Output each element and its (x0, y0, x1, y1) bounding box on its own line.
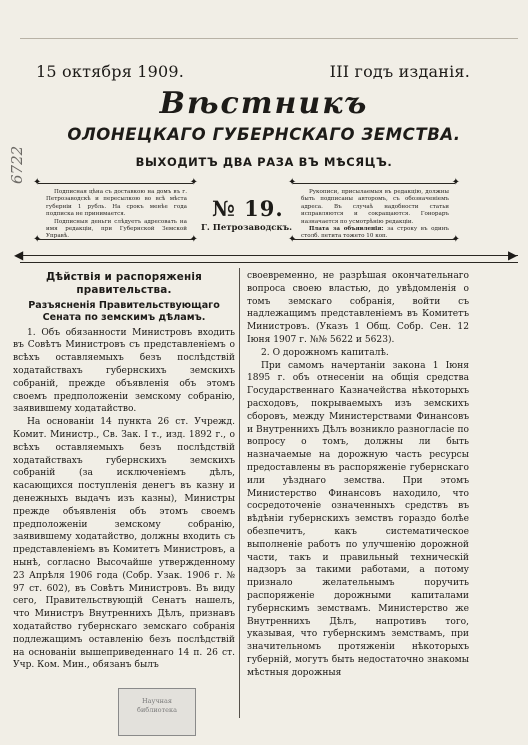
ad-price-label: Плата за объявленія: (309, 226, 384, 233)
publication-place: Г. Петрозаводскъ. (201, 223, 293, 233)
left-column (13, 270, 235, 672)
ornament-icon: ✦ (451, 177, 460, 188)
publication-year: III годъ изданія. (329, 62, 470, 81)
article-paragraph: 2. О дорожномъ капиталѣ. (261, 347, 389, 358)
issue-number: № 19. (212, 196, 284, 221)
header-divider-thin (20, 262, 518, 263)
article-paragraph: На основаніи 14 пункта 26 ст. Учрежд. Комит. Министр., Св. Зак. I т., изд. 1892 г., о всѣхъ оставляемыхъ безъ послѣдствій ходатайствахъ губернскихъ земскихъ собраній (за исключеніемъ дѣлъ, касающихся поступленія денегъ въ казну и денежныхъ выдачъ изъ казны), Министры прежде объявленія объ этомъ своемъ предположеніи земскому собранію, заявившему ходатайство, должны входить съ представленіемъ въ Комитетъ Министровъ, а нынѣ, согласно Высочайше утвержденному 23 Апрѣля 1906 года (Собр. Узак. 1906 г. № 97 ст. 602), въ Совѣтъ Министровъ. Въ виду сего, Правительствующій Сенатъ нашелъ, что Министръ Внутреннихъ Дѣлъ, признавъ ходатайство губернскаго земскаго собранія подлежащимъ оставленію безъ послѣдствій на основаніи вышеприведеннаго 14 п. 26 ст. Учр. Ком. Мин., обязанъ былъ (13, 417, 235, 671)
issue-date: 15 октября 1909. (36, 62, 185, 81)
ornament-icon: ✦ (189, 177, 198, 188)
arrow-left-icon: ◀ (14, 248, 24, 262)
masthead-subtitle: ОЛОНЕЦКАГО ГУБЕРНСКАГО ЗЕМСТВА. (67, 125, 461, 144)
section-subheading: Разъясненія Правительствующаго Сената по земскимъ дѣламъ. (28, 299, 220, 323)
ad-price-text: за строку въ одинъ столб. петита тожето 10 коп. (301, 226, 449, 240)
library-stamp (118, 688, 196, 736)
subscription-address-text: Подписныя деньги слѣдуетъ адресовать на имя редакціи, при Губернской Земской Управѣ. (46, 218, 187, 240)
handwritten-number: 6722 (8, 145, 26, 184)
masthead-title: Вѣстникъ (159, 86, 369, 121)
manuscripts-text: Рукописи, присылаемыя въ редакцію, должны быть подписаны авторомъ, съ обозначеніемъ адреса. Въ случаѣ надобности статьи исправляются и сокращаются. Гонораръ назначается по усмотрѣнію редакціи. (301, 189, 449, 225)
article-paragraph: своевременно, не разрѣшая окончательнаго вопроса своею властью, до увѣдомленія о томъ земскаго собранія, войти съ надлежащимъ представленіемъ въ Комитетъ Министровъ. (Указъ 1 Общ. Собр. Сен. 12 Іюня 1907 г. №№ 5622 и 5623). (247, 271, 469, 345)
top-border (20, 38, 518, 39)
arrow-right-icon: ▶ (508, 248, 518, 262)
subscription-price-text: Подписная цѣна съ доставкою на домъ въ г. Петрозаводскѣ и пересылкою во всѣ мѣста губерніи 1 рубль. На срокъ менѣе года подписка не принимается. (46, 189, 187, 218)
column-divider (239, 268, 240, 718)
header-divider (20, 255, 518, 256)
article-paragraph: При самомъ начертаніи закона 1 Іюня 1895 г. объ отнесеніи на общія средства Государственнаго Казначейства нѣкоторыхъ расходовъ, покрываемыхъ изъ земскихъ сборовъ, между Министерствами Финансовъ и Внутреннихъ Дѣлъ возникло разногласіе по вопросу о томъ, должны ли быть назначаемые на дорожную часть ресурсы предоставлены въ распоряженіе губернскаго или уѣзднаго земства. При этомъ Министерство Финансовъ находило, что сосредоточеніе означенныхъ средствъ въ вѣдѣніи губернскихъ земствъ гораздо болѣе обезпечитъ, какъ систематическое выполненіе работъ по улучшенію дорожной части, такъ и правильный техническій надзоръ за такими работами, а потому признало желательнымъ поручить распоряженіе дорожными капиталами губернскимъ земствамъ. Министерство же Внутреннихъ Дѣлъ, напротивъ того, указывая, что губернскимъ земствамъ, при значительномъ протяженіи нѣкоторыхъ губерній, могутъ быть недостаточно знакомы мѣстныя дорожныя (247, 360, 469, 678)
ornament-icon: ✦ (288, 177, 297, 188)
article-paragraph: 1. Объ обязанности Министровъ входить въ Совѣтъ Министровъ съ представленіемъ о всѣхъ оставляемыхъ безъ послѣдствій ходатайствахъ губернскихъ земскихъ собраній, прежде объявленія объ этомъ своемъ предположеніи земскому собранію, заявившему ходатайство. (13, 327, 235, 415)
publication-frequency: ВЫХОДИТЪ ДВА РАЗА ВЪ МѢСЯЦЪ. (135, 155, 393, 169)
ornament-icon: ✦ (33, 177, 42, 188)
ornament-icon: ✦ (288, 234, 297, 245)
subscription-info-box (33, 177, 198, 245)
editorial-info-box (288, 177, 460, 245)
ornament-icon: ✦ (33, 234, 42, 245)
ornament-icon: ✦ (451, 234, 460, 245)
right-column (247, 270, 469, 680)
ornament-icon: ✦ (189, 234, 198, 245)
section-heading: Дѣйствія и распоряженія правительства. (45, 271, 203, 296)
stamp-line: библиотека (137, 706, 177, 714)
stamp-line: Научная (142, 697, 172, 705)
